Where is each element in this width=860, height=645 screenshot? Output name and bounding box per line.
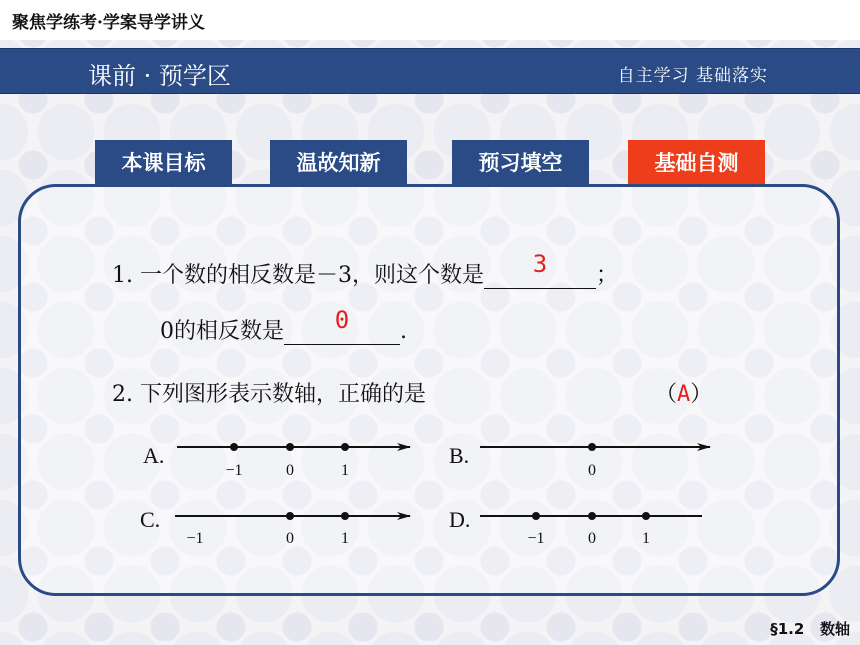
tab-label: 基础自测 bbox=[654, 150, 739, 175]
option-d-point bbox=[532, 512, 540, 520]
option-a-tick: 0 bbox=[286, 462, 294, 479]
option-c-label: C. bbox=[140, 507, 161, 532]
section-number: §1.2 bbox=[770, 620, 805, 638]
section-title: 数轴 bbox=[819, 620, 850, 638]
answer-1: 3 bbox=[532, 250, 548, 278]
paren-close: ） bbox=[690, 382, 713, 407]
option-a-point bbox=[286, 443, 294, 451]
option-d-tick: 0 bbox=[588, 530, 596, 547]
option-a-tick: 1 bbox=[341, 462, 349, 479]
option-b-label: B. bbox=[449, 443, 470, 468]
option-a-point bbox=[230, 443, 238, 451]
option-d-point bbox=[588, 512, 596, 520]
option-b-tick: 0 bbox=[588, 462, 596, 479]
paren-open: （ bbox=[655, 382, 678, 407]
tab-label: 预习填空 bbox=[478, 150, 563, 175]
option-b-point bbox=[588, 443, 596, 451]
option-d-label: D. bbox=[449, 507, 471, 532]
option-c-tick: 1 bbox=[341, 530, 349, 547]
option-a-tick: −1 bbox=[225, 462, 243, 479]
option-a-label: A. bbox=[143, 443, 165, 468]
q1-text: 1. 一个数的相反数是－3，则这个数是 bbox=[112, 263, 484, 288]
tab-label: 温故知新 bbox=[296, 150, 381, 175]
option-c-point bbox=[286, 512, 294, 520]
footer bbox=[770, 618, 850, 639]
book-title: 聚焦学练考·学案导学讲义 bbox=[12, 13, 205, 33]
tab-label: 本课目标 bbox=[121, 150, 206, 175]
banner-left: 课前 · 预学区 bbox=[88, 62, 231, 90]
answer-2: 0 bbox=[334, 306, 350, 334]
option-d-tick: −1 bbox=[527, 530, 545, 547]
q2-text: 2. 下列图形表示数轴，正确的是 bbox=[112, 382, 426, 407]
option-d-tick: 1 bbox=[642, 530, 650, 547]
q1-line2-text: 0的相反数是 bbox=[160, 319, 284, 344]
q1-suffix: ； bbox=[595, 263, 618, 288]
option-d-point bbox=[642, 512, 650, 520]
option-c-tick: −1 bbox=[186, 530, 204, 547]
answer-q2: A bbox=[677, 382, 691, 407]
option-a-point bbox=[341, 443, 349, 451]
banner-right: 自主学习 基础落实 bbox=[617, 66, 768, 86]
option-c-point bbox=[341, 512, 349, 520]
option-c-tick: 0 bbox=[286, 530, 294, 547]
q1-line2-suffix: . bbox=[400, 319, 407, 344]
